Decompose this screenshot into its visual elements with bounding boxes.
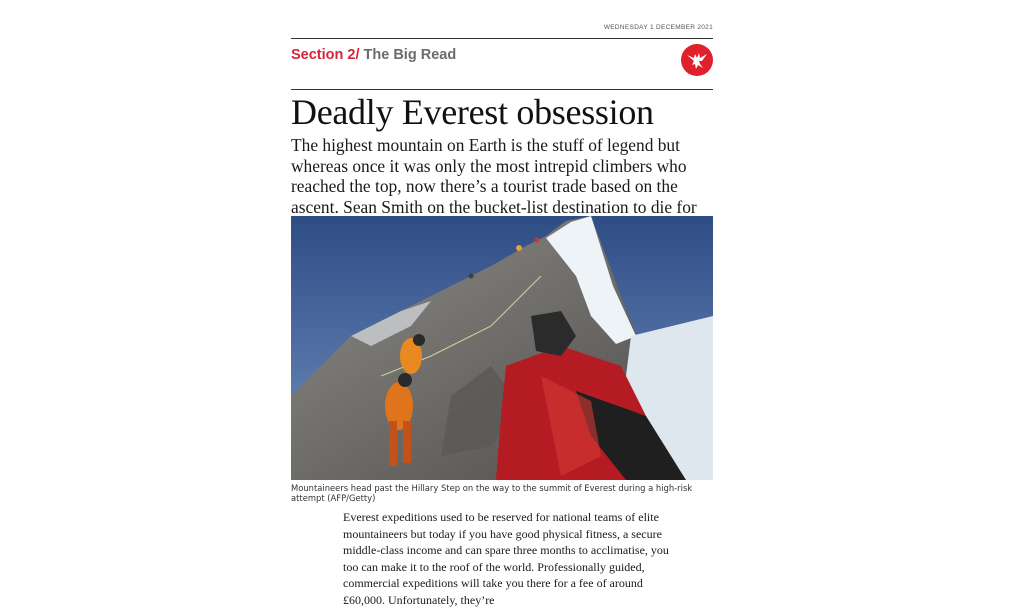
climbers-photo [291,216,713,480]
section-header [291,47,456,63]
eagle-icon [681,44,713,76]
headline-divider [291,89,713,90]
article-body: Everest expeditions used to be reserved for national teams of elite mountaineers but today if you have good physical fitness, a secure middle-class income and can spare three months to acclimatise, you too can make it to the roof of the world. Professionally guided, commercial expeditions will take you there for a fee of around £60,000. Unfortunately, they’re [343,510,669,607]
standfirst: The highest mountain on Earth is the stuff of legend but whereas once it was only the most intrepid climbers who reached the top, now there’s a tourist trade based on the ascent. Sean Smith on the bucket-list destination to die for [291,135,697,217]
top-divider [291,38,713,39]
section-name: The Big Read [359,47,457,63]
headline: Deadly Everest obsession [291,92,654,132]
dateline: WEDNESDAY 1 DECEMBER 2021 [603,24,713,31]
photo-caption: Mountaineers head past the Hillary Step on the way to the summit of Everest during a high-risk attempt (AFP/Getty) [291,483,693,503]
article-page [291,0,713,607]
section-separator: / [355,47,360,63]
section-label: Section 2 [291,47,356,63]
